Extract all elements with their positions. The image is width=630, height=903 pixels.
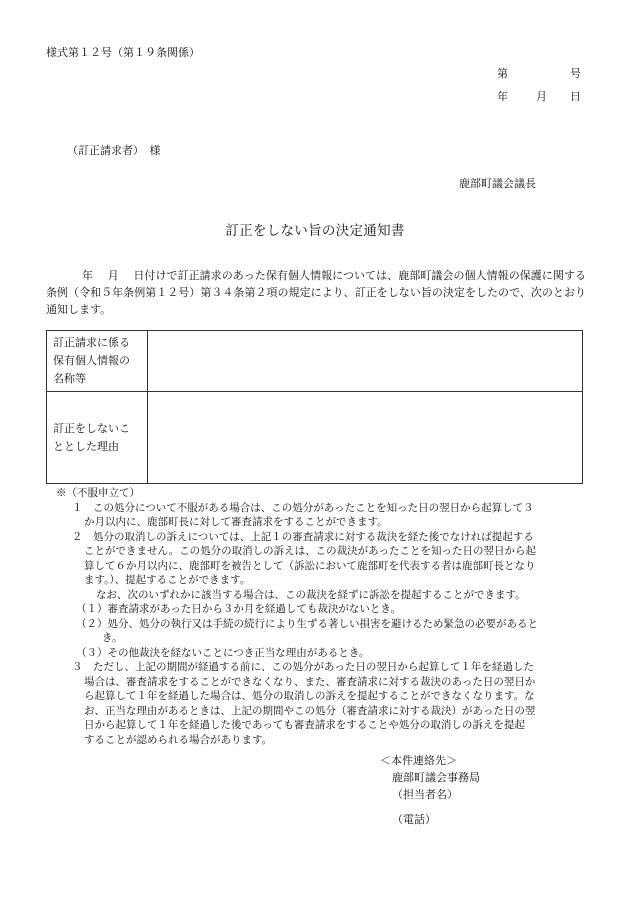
- notice-sub-1: （１）審査請求があった日から３か月を経過しても裁決がないとき。: [76, 603, 401, 615]
- notice-item-2-cont-1: ことができません。この処分の取消しの訴えは、この裁決があったことを知った日の翌日から起: [84, 545, 537, 557]
- contact-person: （担当者名）: [392, 788, 458, 801]
- info-label-reason: 訂正をしないこ ととした理由: [47, 392, 148, 484]
- notice-item-3-cont-3: お、正当な理由があるときは、上記の期間やこの処分（審査請求に対する裁決）があった日の翌: [84, 704, 536, 717]
- info-table: [46, 330, 583, 484]
- table-row: [47, 331, 583, 392]
- notice-item-2-cont-2: 算して６か月以内に、鹿部町を被告として（訴訟において鹿部町を代表する者は鹿部町長となり: [84, 559, 536, 572]
- info-label-name: 訂正請求に係る 保有個人情報の 名称等: [47, 331, 148, 392]
- notice-item-2-note: なお、次のいずれかに該当する場合は、この裁決を経ずに訴訟を提起することができます。: [96, 588, 526, 601]
- notice-item-2-cont-3: ます。）、提起することができます。: [84, 574, 251, 586]
- date-year-label: 年: [497, 90, 508, 103]
- notice-item-3-cont-2: ら起算して１年を経過した場合は、処分の取消しの訴えを提起することができなくなります。な: [84, 690, 535, 702]
- page-title: 訂正をしない旨の決定通知書: [225, 223, 405, 239]
- notice-item-2: ２ 処分の取消しの訴えについては、上記１の審査請求に対する裁決を経た後でなければ提起する: [72, 530, 534, 543]
- appeal-notice: [46, 486, 591, 747]
- document-number-suffix: 号: [570, 67, 581, 80]
- info-value-name: [148, 331, 583, 392]
- notice-sub-2: （２）処分、処分の執行又は手続の続行により生ずる著しい損害を避けるため緊急の必要があると: [76, 617, 538, 630]
- notice-item-3: ３ ただし、上記の期間が経過する前に、この処分があった日の翌日から起算して１年を経過した: [72, 661, 534, 673]
- intro-paragraph: [46, 267, 586, 318]
- notice-sub-2-cont: き。: [102, 632, 123, 644]
- notice-item-3-cont-1: 場合は、審査請求をすることができなくなり、また、審査請求に対する裁決のあった日の翌日か: [84, 675, 536, 688]
- info-value-reason: [148, 392, 583, 484]
- form-number: 様式第１２号（第１９条関係）: [46, 46, 200, 59]
- notice-sub-3: （３）その他裁決を経ないことにつき正当な理由があるとき。: [76, 646, 370, 659]
- date-month-label: 月: [536, 90, 547, 103]
- intro-text: 年 月 日付けで訂正請求のあった保有個人情報については、鹿部町議会の個人情報の保護に関する条例（令和５年条例第１２号）第３４条第２項の規定により、訂正をしない旨の決定をしたので、次のとおり通知します。: [46, 269, 586, 316]
- document-number-label: 第: [497, 67, 508, 80]
- contact-office: 鹿部町議会事務局: [392, 771, 480, 784]
- notice-item-1-cont: か月以内に、鹿部町長に対して審査請求をすることができます。: [84, 516, 388, 528]
- contact-phone: （電話）: [392, 813, 436, 826]
- table-row: [47, 392, 583, 484]
- date-day-label: 日: [570, 90, 581, 103]
- sender: 鹿部町議会議長: [459, 177, 536, 190]
- recipient: （訂正請求者） 様: [67, 144, 161, 157]
- notice-item-3-cont-5: することが認められる場合があります。: [84, 733, 273, 746]
- contact-heading: ＜本件連絡先＞: [380, 754, 457, 767]
- notice-heading: ※（不服申立て）: [56, 487, 140, 499]
- notice-item-3-cont-4: 日から起算して１年を経過した後であっても審査請求をすることや処分の取消しの訴えを提起: [84, 719, 525, 731]
- notice-item-1: １ この処分について不服がある場合は、この処分があったことを知った日の翌日から起算して３: [72, 501, 534, 514]
- contact-block: [380, 752, 480, 828]
